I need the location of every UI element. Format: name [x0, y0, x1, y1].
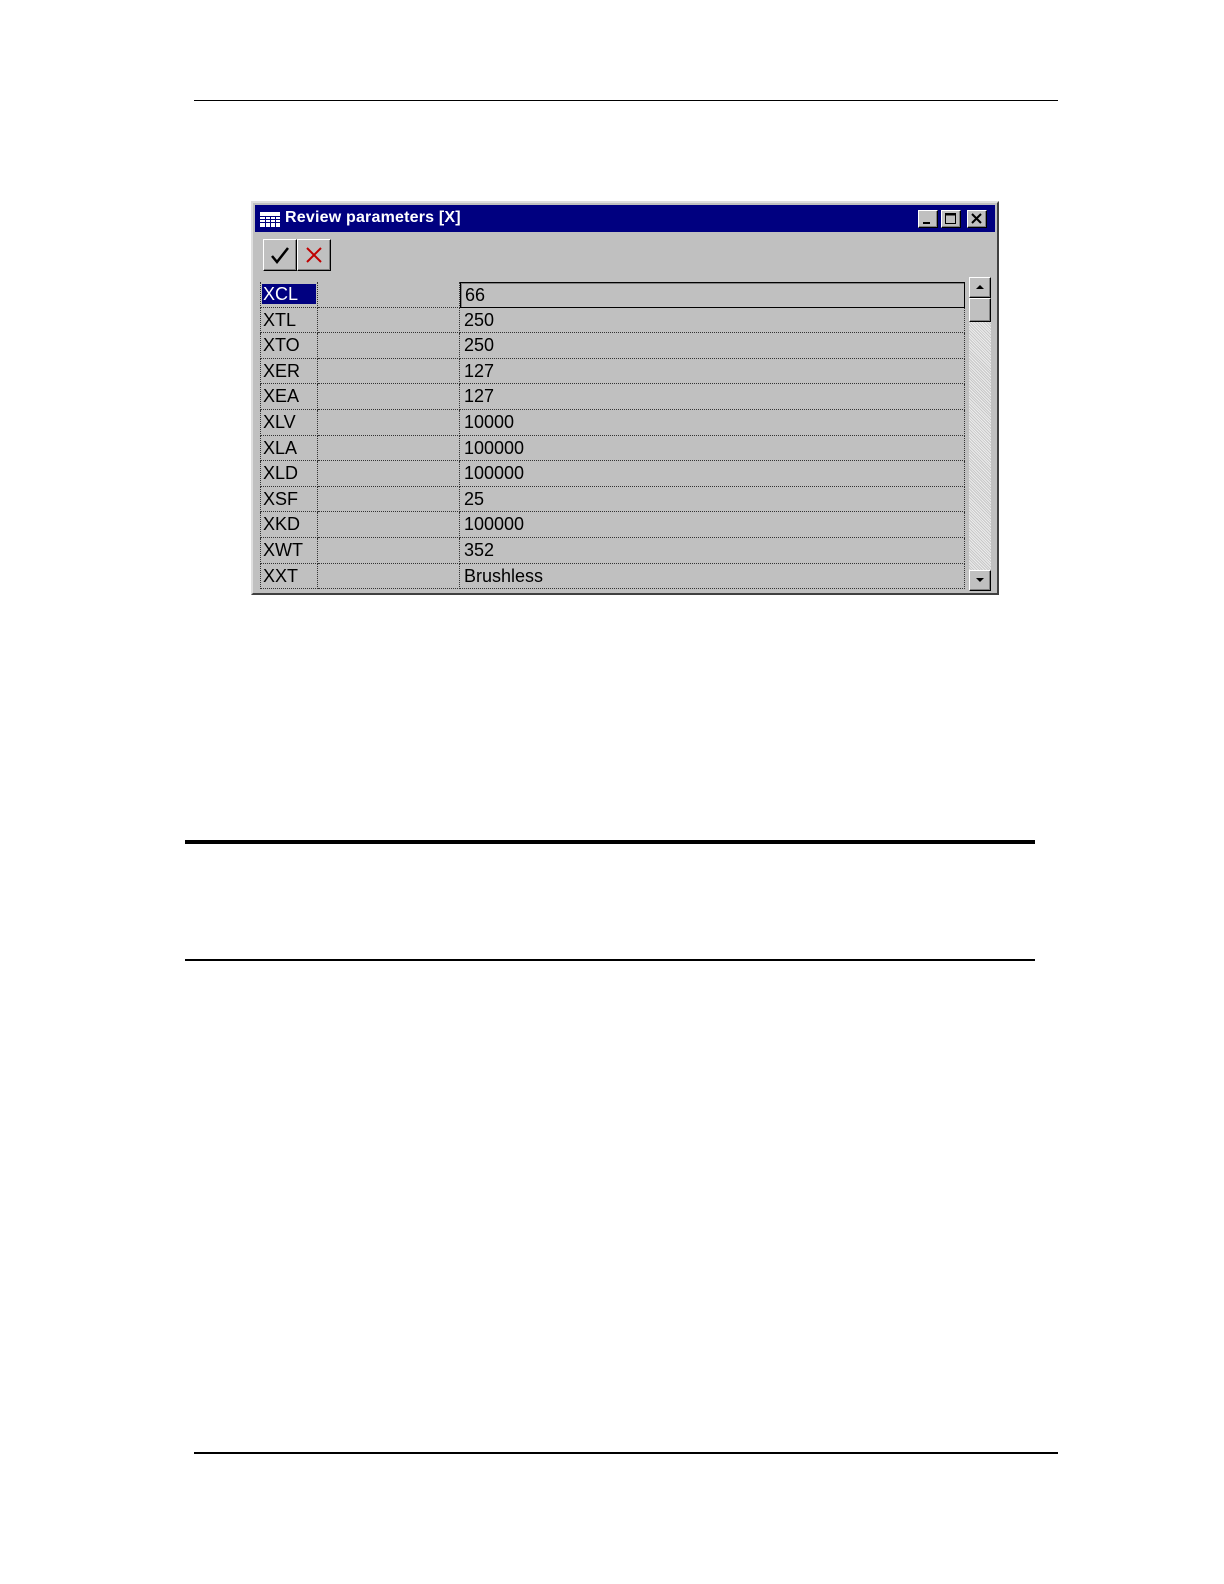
table-row[interactable]: [260, 512, 967, 538]
parameter-name-cell[interactable]: [260, 359, 318, 385]
parameter-description-cell[interactable]: [318, 436, 460, 462]
parameter-description-cell[interactable]: [318, 308, 460, 334]
table-row[interactable]: [260, 410, 967, 436]
parameter-description-cell[interactable]: [318, 282, 460, 308]
parameter-name: XCL: [262, 284, 316, 304]
table-row[interactable]: [260, 333, 967, 359]
parameter-name-cell[interactable]: [260, 436, 318, 462]
checkmark-icon: [269, 244, 291, 266]
parameter-description-cell[interactable]: [318, 564, 460, 590]
parameter-value-cell[interactable]: 100000: [460, 512, 965, 538]
table-row[interactable]: [260, 282, 967, 308]
parameter-value-cell[interactable]: 100000: [460, 461, 965, 487]
parameter-name: XTO: [263, 335, 300, 356]
scroll-thumb[interactable]: [969, 298, 991, 322]
title-bar[interactable]: [255, 205, 995, 232]
table-row[interactable]: [260, 436, 967, 462]
parameter-name: XLA: [263, 437, 298, 458]
parameter-name: XSF: [263, 488, 299, 509]
parameter-name-cell[interactable]: [260, 410, 318, 436]
parameter-name-cell[interactable]: [260, 333, 318, 359]
parameter-name-cell[interactable]: [260, 487, 318, 513]
table-row[interactable]: [260, 359, 967, 385]
parameter-value-cell[interactable]: 250: [460, 333, 965, 359]
table-row[interactable]: [260, 308, 967, 334]
table-row[interactable]: [260, 461, 967, 487]
parameter-name: XER: [263, 360, 301, 381]
red-x-icon: [303, 244, 325, 266]
parameter-value-cell[interactable]: 66: [460, 282, 965, 308]
parameter-name-cell[interactable]: [260, 384, 318, 410]
parameter-name-cell[interactable]: [260, 282, 318, 308]
parameter-name-cell[interactable]: [260, 308, 318, 334]
arrow-up-icon: [975, 284, 985, 290]
arrow-down-icon: [975, 577, 985, 583]
parameter-description-cell[interactable]: [318, 538, 460, 564]
parameters-grid[interactable]: [260, 282, 967, 591]
parameter-value-cell[interactable]: 127: [460, 359, 965, 385]
parameter-description-cell[interactable]: [318, 359, 460, 385]
maximize-button[interactable]: [941, 210, 961, 228]
ok-button[interactable]: [263, 239, 297, 271]
parameter-name-cell[interactable]: [260, 564, 318, 590]
maximize-icon: [942, 211, 960, 227]
parameter-value-cell[interactable]: 10000: [460, 410, 965, 436]
parameter-name: XTL: [263, 309, 297, 330]
parameter-name-cell[interactable]: [260, 461, 318, 487]
parameter-value-cell[interactable]: 352: [460, 538, 965, 564]
minimize-button[interactable]: [918, 210, 938, 228]
section-rule-thick: [185, 840, 1035, 844]
page-footer-rule: [194, 1452, 1058, 1454]
parameter-description-cell[interactable]: [318, 333, 460, 359]
parameter-value-cell[interactable]: 25: [460, 487, 965, 513]
parameter-description-cell[interactable]: [318, 384, 460, 410]
parameter-name: XKD: [263, 514, 301, 535]
page-header-rule: [194, 100, 1058, 101]
parameter-name-cell[interactable]: [260, 512, 318, 538]
table-row[interactable]: [260, 487, 967, 513]
review-parameters-window: [251, 201, 999, 595]
parameter-description-cell[interactable]: [318, 461, 460, 487]
parameter-description-cell[interactable]: [318, 512, 460, 538]
parameter-value-cell[interactable]: 100000: [460, 436, 965, 462]
scroll-down-button[interactable]: [969, 570, 991, 591]
table-row[interactable]: [260, 564, 967, 590]
parameter-value-cell[interactable]: Brushless: [460, 564, 965, 590]
parameter-description-cell[interactable]: [318, 410, 460, 436]
window-title: Review parameters [X]: [285, 209, 461, 226]
parameter-value-cell[interactable]: 127: [460, 384, 965, 410]
scroll-up-button[interactable]: [969, 277, 991, 298]
parameter-name: XWT: [263, 539, 303, 560]
parameter-value-cell[interactable]: 250: [460, 308, 965, 334]
parameter-name: XXT: [263, 565, 299, 586]
cancel-button[interactable]: [297, 239, 331, 271]
table-row[interactable]: [260, 384, 967, 410]
parameter-name: XLV: [263, 411, 296, 432]
close-icon: [968, 211, 986, 227]
grid-table-icon: [260, 212, 280, 227]
table-row[interactable]: [260, 538, 967, 564]
parameter-name: XEA: [263, 386, 300, 407]
minimize-icon: [919, 211, 937, 227]
parameter-name: XLD: [263, 463, 299, 484]
vertical-scrollbar[interactable]: [969, 277, 991, 591]
parameter-description-cell[interactable]: [318, 487, 460, 513]
section-rule-thin: [185, 959, 1035, 961]
parameter-name-cell[interactable]: [260, 538, 318, 564]
close-button[interactable]: [967, 210, 987, 228]
